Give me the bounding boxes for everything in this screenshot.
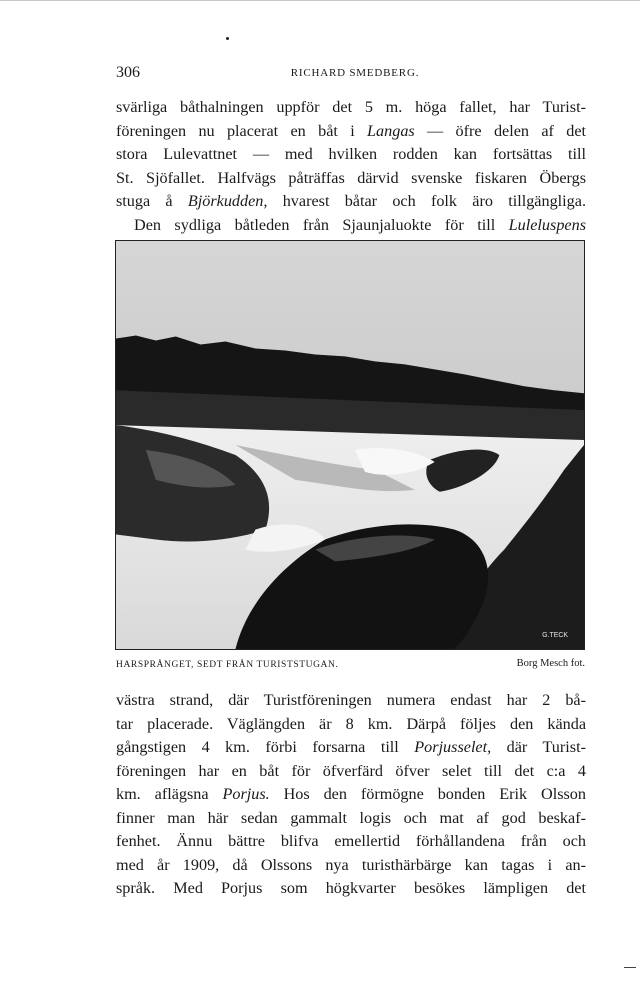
text-line <box>116 143 586 167</box>
text-line <box>116 783 586 807</box>
text-segment: finner man här sedan gammalt logis och mat af god beskaf- <box>116 808 586 827</box>
text-segment: där Turist- <box>491 738 586 756</box>
figure-caption: HARSPRÅNGET, SEDT FRÅN TURISTSTUGAN. <box>116 660 339 670</box>
text-segment: svärliga båthalningen uppför det 5 m. höga fallet, har Turist- <box>116 98 586 116</box>
italic-place-name: Langas <box>367 121 415 140</box>
page-number: 306 <box>116 64 140 81</box>
text-line <box>116 830 586 854</box>
text-line <box>116 190 586 214</box>
text-segment: hvarest båtar och folk äro tillgängliga. <box>267 192 586 210</box>
waterfall-photograph <box>115 240 585 650</box>
text-line <box>116 854 586 878</box>
running-head: RICHARD SMEDBERG. <box>290 67 420 79</box>
waterfall-illustration <box>116 241 584 649</box>
text-segment: km. aflägsna <box>116 785 223 803</box>
text-line <box>116 214 586 238</box>
photo-credit: Borg Mesch fot. <box>516 658 585 669</box>
text-segment: västra strand, där Turistföreningen numera endast har 2 bå- <box>116 691 586 709</box>
body-text-bottom <box>116 689 586 901</box>
text-line <box>116 96 586 120</box>
italic-place-name: Porjusselet, <box>414 738 492 756</box>
text-segment: föreningen nu placerat en båt i <box>116 121 368 140</box>
text-line <box>116 736 586 760</box>
body-text-top <box>116 96 586 237</box>
text-line <box>116 877 586 901</box>
text-segment: språk. Med Porjus som högkvarter besökes lämpligen det <box>116 879 586 897</box>
text-segment: St. Sjöfallet. Halfvägs påträffas därvid svenske fiskaren Öbergs <box>116 168 586 187</box>
text-segment: stuga å <box>116 192 188 210</box>
text-segment: gångstigen 4 km. förbi forsarna till <box>116 738 415 756</box>
text-segment: fenhet. Ännu bättre blifva emellertid förhållandena från och <box>116 832 586 850</box>
text-segment: föreningen har en båt för öfverfärd öfver selet till det c:a 4 <box>116 761 586 780</box>
italic-place-name: Porjus. <box>222 785 270 803</box>
text-line <box>116 167 586 191</box>
ink-speck <box>226 37 229 40</box>
text-segment: Hos den förmögne bonden Erik Olsson <box>269 785 586 803</box>
text-line <box>116 120 586 144</box>
text-segment: stora Lulevattnet — med hvilken rodden kan fortsättas till <box>116 145 586 163</box>
right-edge-mark <box>624 967 636 968</box>
engraver-mark: G.TECK <box>542 632 569 640</box>
text-segment: tar placerade. Väglängden är 8 km. Därpå följes den kända <box>116 714 586 733</box>
text-segment: med år 1909, då Olssons nya turisthärbärge kan tagas i an- <box>116 855 586 874</box>
text-segment: Den sydliga båtleden från Sjaunjaluokte för till <box>134 215 509 234</box>
italic-place-name: Luleluspens <box>508 215 586 234</box>
text-segment: — öfre delen af det <box>414 121 586 140</box>
italic-place-name: Björkudden, <box>187 192 268 210</box>
text-line <box>116 713 586 737</box>
top-edge-rule <box>0 0 640 1</box>
text-line <box>116 807 586 831</box>
text-line <box>116 760 586 784</box>
text-line <box>116 689 586 713</box>
